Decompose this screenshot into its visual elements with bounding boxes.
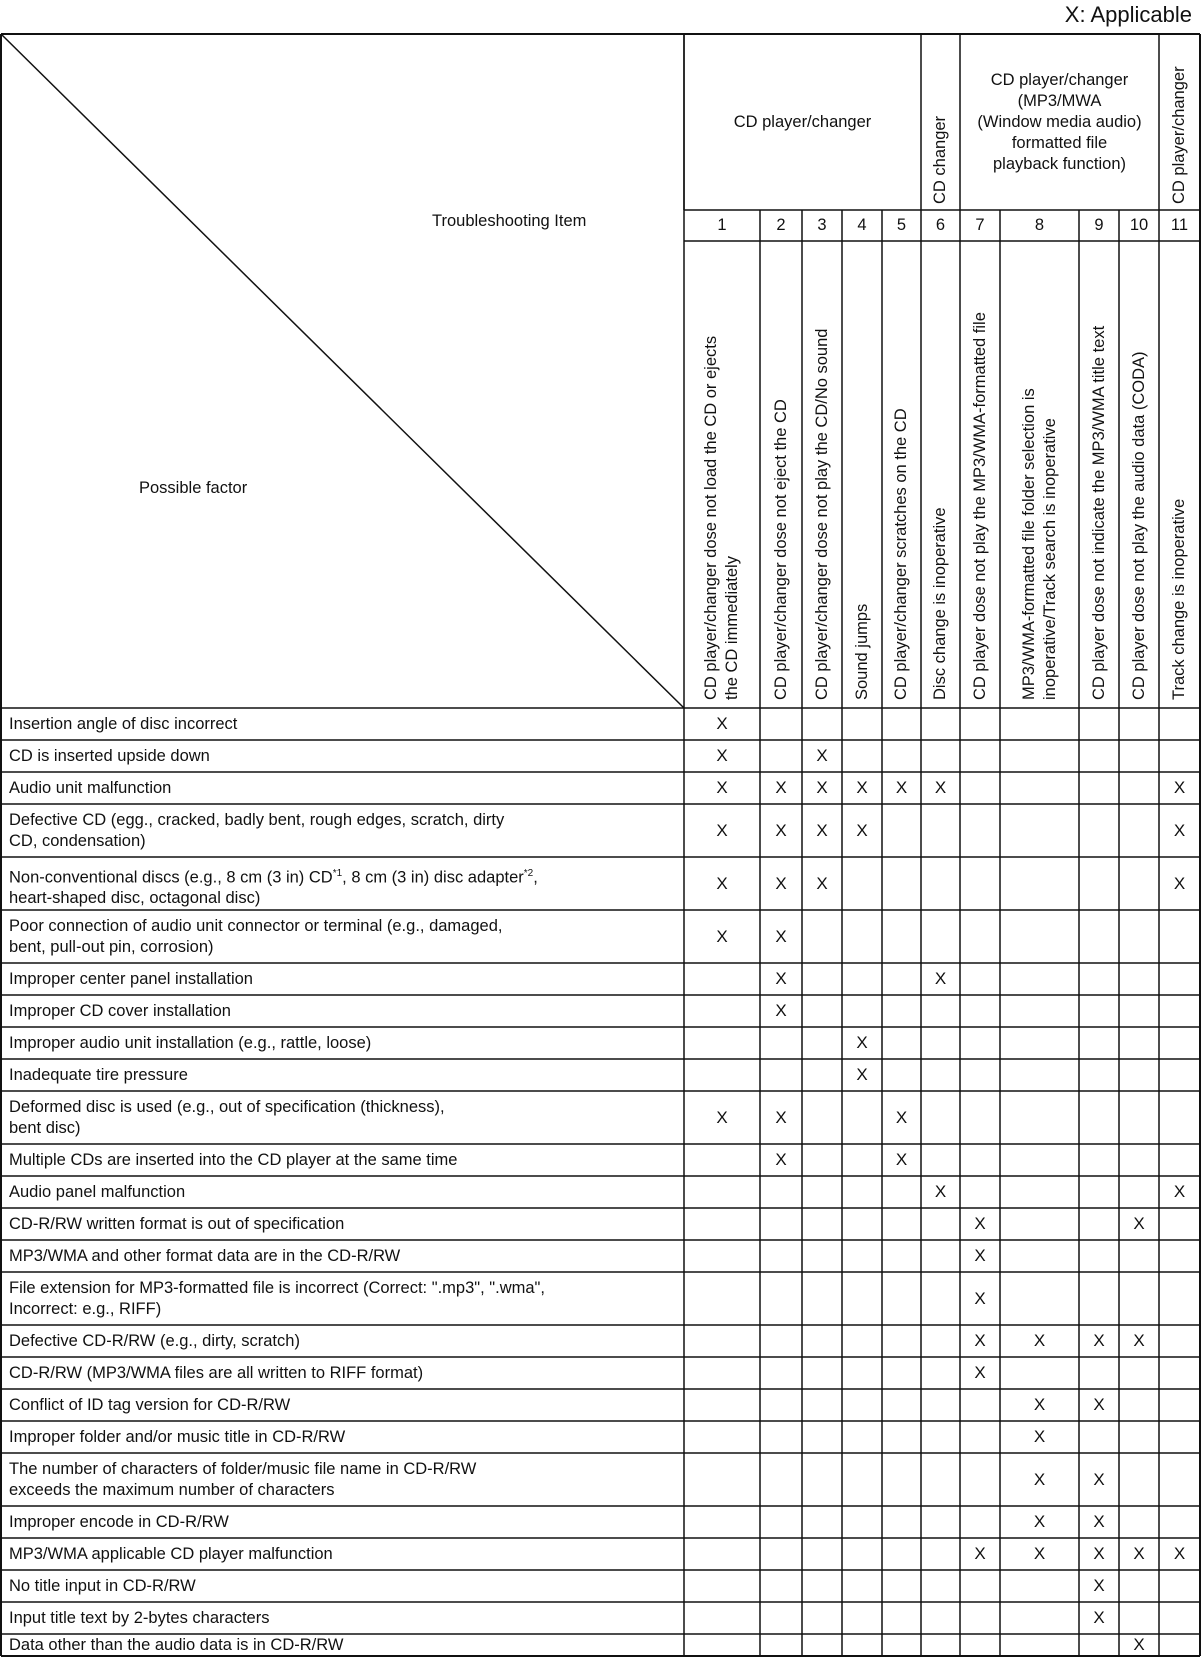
group-header-1: CD changer	[930, 115, 949, 204]
applicable-mark: X	[775, 1107, 787, 1127]
row-factor: Improper center panel installation	[9, 969, 253, 988]
applicable-mark: X	[856, 778, 868, 797]
row-factor: Input title text by 2-bytes characters	[9, 1608, 270, 1627]
column-number-3: 3	[817, 216, 827, 234]
column-number-2: 2	[776, 216, 786, 234]
row-factor: Defective CD (egg., cracked, badly bent, rough edges, scratch, dirty CD, condensation)	[9, 810, 505, 850]
row-factor: File extension for MP3-formatted file is incorrect (Correct: ".mp3", ".wma", Incorrect: e.g., RIFF)	[9, 1278, 546, 1318]
applicable-mark: X	[934, 1182, 947, 1201]
column-number-4: 4	[857, 216, 867, 234]
applicable-mark: X	[974, 1214, 986, 1233]
applicable-mark: X	[974, 1288, 986, 1308]
applicable-mark: X	[1093, 1331, 1105, 1350]
applicable-mark: X	[1033, 1427, 1046, 1446]
row-factor: CD is inserted upside down	[9, 746, 210, 765]
column-item-7: CD player dose not play the MP3/WMA-formatted file	[970, 312, 989, 700]
row-factor: Audio unit malfunction	[9, 778, 172, 797]
applicable-mark: X	[895, 1107, 908, 1127]
column-item-11: Track change is inoperative	[1170, 498, 1188, 700]
applicable-mark: X	[716, 1107, 728, 1127]
column-item-9: CD player dose not indicate the MP3/WMA title text	[1089, 325, 1108, 700]
column-number-8: 8	[1034, 216, 1045, 234]
applicable-mark: X	[775, 1001, 787, 1020]
applicable-mark: X	[816, 746, 828, 765]
row-factor: Improper audio unit installation (e.g., rattle, loose)	[9, 1033, 372, 1052]
troubleshooting-item-label: Troubleshooting Item	[432, 212, 587, 230]
applicable-mark: X	[1133, 1544, 1145, 1563]
applicable-mark: X	[856, 1065, 868, 1084]
applicable-mark: X	[816, 820, 828, 840]
row-factor: Non-conventional discs (e.g., 8 cm (3 in) CD$^{*1}$, 8 cm (3 in) disc adapter$^{*2}$, heart-shaped disc, octagonal disc)	[9, 867, 538, 907]
row-factor: Poor connection of audio unit connector or terminal (e.g., damaged, bent, pull-out pin, corrosion)	[9, 916, 503, 956]
applicable-mark: X	[974, 1544, 986, 1563]
applicable-mark: X	[974, 1363, 986, 1382]
row-factor: Data other than the audio data is in CD-R/RW	[9, 1635, 344, 1654]
applicable-mark: X	[1173, 1182, 1186, 1201]
column-number-11: 11	[1170, 216, 1189, 234]
row-factor: Defective CD-R/RW (e.g., dirty, scratch)	[9, 1331, 300, 1350]
applicable-mark: X	[1093, 1544, 1105, 1563]
column-item-10: CD player dose not play the audio data (CODA)	[1129, 351, 1148, 700]
applicable-mark: X	[1173, 1544, 1186, 1563]
applicable-mark: X	[934, 969, 947, 988]
applicable-mark: X	[775, 1150, 787, 1169]
legend-applicable: X: Applicable	[1064, 2, 1192, 27]
applicable-mark: X	[934, 778, 947, 797]
possible-factor-label: Possible factor	[139, 479, 248, 497]
applicable-mark: X	[775, 873, 787, 893]
column-number-9: 9	[1094, 216, 1104, 234]
row-factor: CD-R/RW (MP3/WMA files are all written to RIFF format)	[9, 1363, 424, 1382]
column-number-7: 7	[975, 216, 985, 234]
row-factor: Insertion angle of disc incorrect	[9, 714, 238, 733]
applicable-mark: X	[856, 1033, 868, 1052]
column-item-4: Sound jumps	[852, 603, 871, 700]
applicable-mark: X	[1133, 1331, 1145, 1350]
applicable-mark: X	[895, 778, 908, 797]
row-factor: The number of characters of folder/music file name in CD-R/RW exceeds the maximum number of characters	[9, 1459, 477, 1499]
applicable-mark: X	[775, 778, 787, 797]
row-factor: Deformed disc is used (e.g., out of specification (thickness), bent disc)	[9, 1097, 445, 1137]
applicable-mark: X	[1173, 778, 1186, 797]
row-factor: MP3/WMA applicable CD player malfunction	[9, 1544, 333, 1563]
applicable-mark: X	[716, 714, 728, 733]
applicable-mark: X	[816, 873, 828, 893]
column-item-6: Disc change is inoperative	[931, 507, 949, 700]
row-factor: Inadequate tire pressure	[9, 1065, 188, 1084]
column-item-3: CD player/changer dose not play the CD/No sound	[812, 328, 831, 700]
column-number-1: 1	[717, 216, 727, 234]
row-factor: Conflict of ID tag version for CD-R/RW	[9, 1395, 291, 1414]
column-number-5: 5	[896, 216, 907, 234]
applicable-mark: X	[716, 746, 728, 765]
applicable-mark: X	[856, 820, 868, 840]
group-header-2: CD player/changer (MP3/MWA (Window media audio) formatted file playback function)	[977, 70, 1142, 173]
applicable-mark: X	[974, 1331, 986, 1350]
applicable-mark: X	[1093, 1469, 1105, 1489]
group-header-0: CD player/changer	[733, 112, 872, 131]
applicable-mark: X	[1033, 1544, 1046, 1563]
applicable-mark: X	[1133, 1635, 1145, 1654]
column-item-8: MP3/WMA-formatted file folder selection is inoperative/Track search is inoperative	[1019, 388, 1059, 700]
row-factor: No title input in CD-R/RW	[9, 1576, 196, 1595]
applicable-mark: X	[1173, 873, 1186, 893]
column-item-5: CD player/changer scratches on the CD	[892, 408, 910, 700]
applicable-mark: X	[1093, 1512, 1105, 1531]
applicable-mark: X	[1033, 1512, 1046, 1531]
group-header-3: CD player/changer	[1169, 66, 1188, 204]
applicable-mark: X	[1033, 1331, 1046, 1350]
applicable-mark: X	[1093, 1395, 1105, 1414]
column-number-10: 10	[1129, 216, 1149, 234]
row-factor: Multiple CDs are inserted into the CD player at the same time	[9, 1150, 458, 1169]
row-factor: CD-R/RW written format is out of specification	[9, 1214, 345, 1233]
row-factor: Improper CD cover installation	[9, 1001, 231, 1020]
applicable-mark: X	[1033, 1395, 1046, 1414]
row-factor: Improper folder and/or music title in CD-R/RW	[9, 1427, 346, 1446]
column-number-6: 6	[935, 216, 946, 234]
row-factor: Improper encode in CD-R/RW	[9, 1512, 229, 1531]
row-factor: MP3/WMA and other format data are in the CD-R/RW	[9, 1246, 401, 1265]
column-item-2: CD player/changer dose not eject the CD	[771, 399, 790, 700]
applicable-mark: X	[775, 926, 787, 946]
applicable-mark: X	[974, 1246, 986, 1265]
applicable-mark: X	[775, 820, 787, 840]
header-diagonal	[1, 34, 684, 708]
applicable-mark: X	[1173, 820, 1186, 840]
applicable-mark: X	[1133, 1214, 1145, 1233]
applicable-mark: X	[1093, 1608, 1105, 1627]
applicable-mark: X	[775, 969, 787, 988]
applicable-mark: X	[716, 778, 728, 797]
applicable-mark: X	[716, 926, 728, 946]
applicable-mark: X	[1033, 1469, 1046, 1489]
applicable-mark: X	[716, 820, 728, 840]
column-item-1: CD player/changer dose not load the CD or ejects the CD immediately	[702, 335, 741, 700]
applicable-mark: X	[1093, 1576, 1105, 1595]
row-factor: Audio panel malfunction	[9, 1182, 186, 1201]
applicable-mark: X	[895, 1150, 908, 1169]
applicable-mark: X	[716, 873, 728, 893]
applicable-mark: X	[816, 778, 828, 797]
